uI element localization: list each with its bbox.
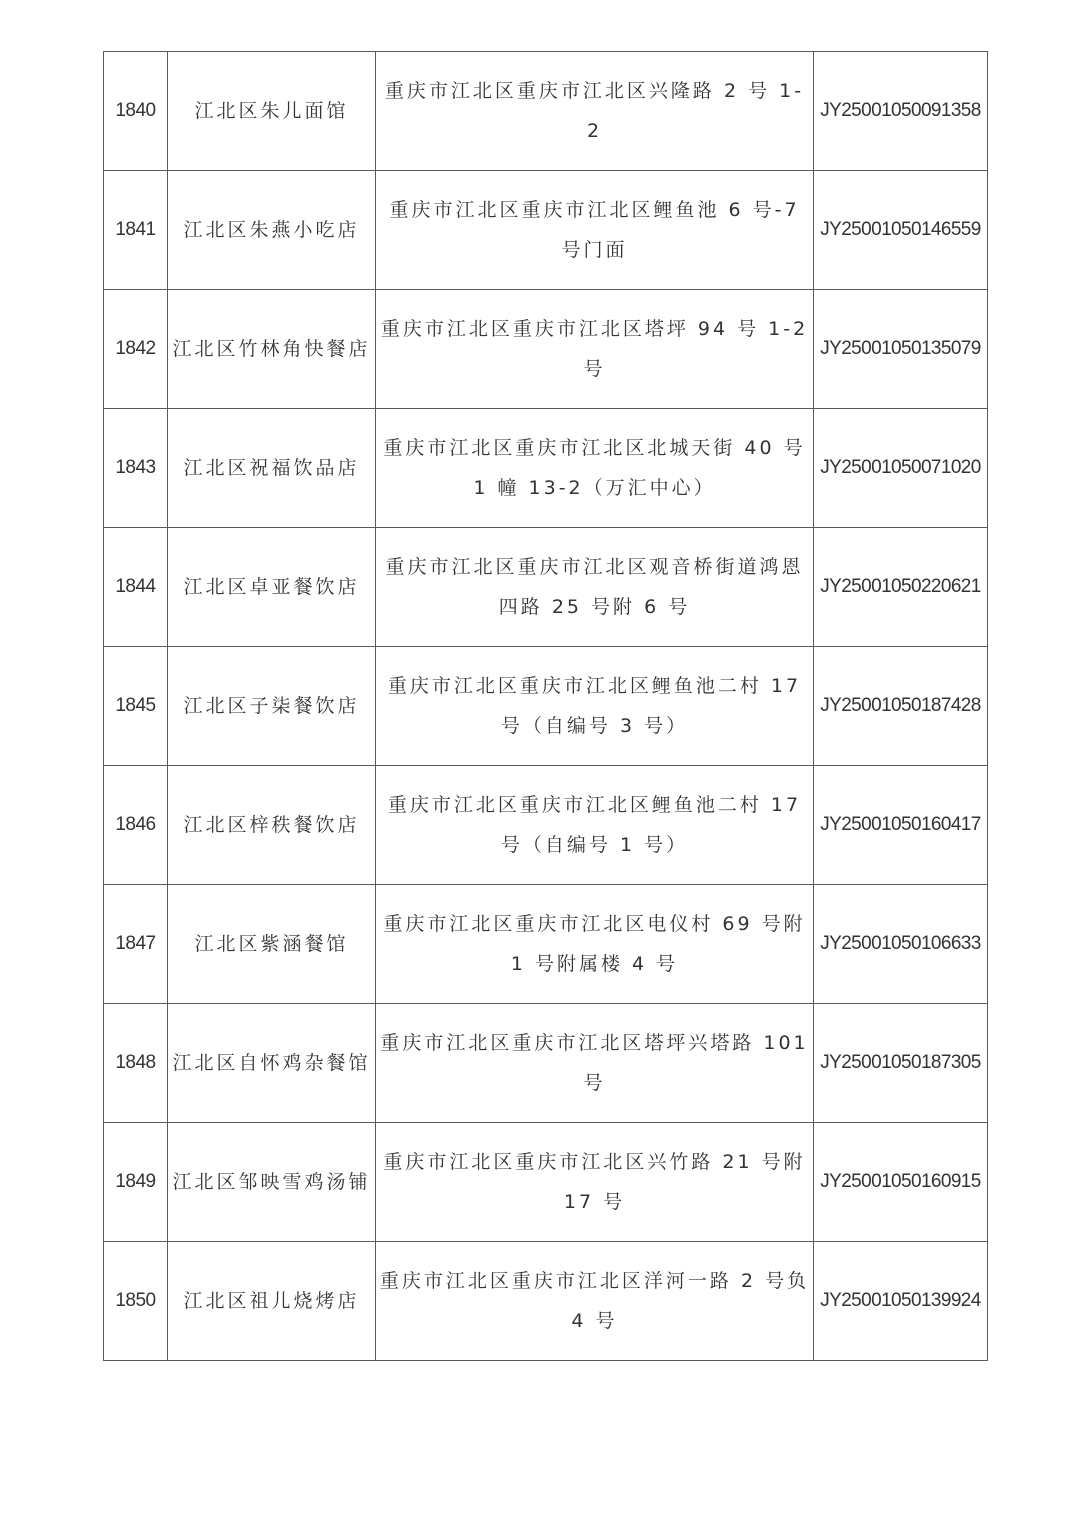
- row-number: 1847: [104, 885, 168, 1004]
- business-name: 江北区紫涵餐馆: [168, 885, 376, 1004]
- row-number: 1850: [104, 1242, 168, 1361]
- table-row: [104, 52, 988, 171]
- business-name: 江北区梓秩餐饮店: [168, 766, 376, 885]
- license-number: JY25001050160417: [814, 766, 988, 885]
- business-address: 重庆市江北区重庆市江北区鲤鱼池二村 17 号（自编号 3 号）: [376, 647, 814, 766]
- table-row: [104, 409, 988, 528]
- row-number: 1845: [104, 647, 168, 766]
- row-number: 1844: [104, 528, 168, 647]
- license-number: JY25001050106633: [814, 885, 988, 1004]
- table-row: [104, 647, 988, 766]
- table-row: [104, 1123, 988, 1242]
- license-number: JY25001050187305: [814, 1004, 988, 1123]
- row-number: 1841: [104, 171, 168, 290]
- license-number: JY25001050146559: [814, 171, 988, 290]
- license-number: JY25001050135079: [814, 290, 988, 409]
- business-address: 重庆市江北区重庆市江北区兴竹路 21 号附 17 号: [376, 1123, 814, 1242]
- business-address: 重庆市江北区重庆市江北区观音桥街道鸿恩四路 25 号附 6 号: [376, 528, 814, 647]
- license-number: JY25001050160915: [814, 1123, 988, 1242]
- license-number: JY25001050139924: [814, 1242, 988, 1361]
- table-body: [104, 52, 988, 1361]
- license-number: JY25001050071020: [814, 409, 988, 528]
- license-number: JY25001050187428: [814, 647, 988, 766]
- business-address: 重庆市江北区重庆市江北区鲤鱼池二村 17 号（自编号 1 号）: [376, 766, 814, 885]
- table-row: [104, 290, 988, 409]
- row-number: 1849: [104, 1123, 168, 1242]
- business-address: 重庆市江北区重庆市江北区兴隆路 2 号 1-2: [376, 52, 814, 171]
- business-name: 江北区卓亚餐饮店: [168, 528, 376, 647]
- row-number: 1846: [104, 766, 168, 885]
- business-address: 重庆市江北区重庆市江北区北城天街 40 号 1 幢 13-2（万汇中心）: [376, 409, 814, 528]
- business-name: 江北区朱儿面馆: [168, 52, 376, 171]
- business-name: 江北区子柒餐饮店: [168, 647, 376, 766]
- table-row: [104, 171, 988, 290]
- table-row: [104, 1004, 988, 1123]
- business-address: 重庆市江北区重庆市江北区洋河一路 2 号负 4 号: [376, 1242, 814, 1361]
- table-row: [104, 766, 988, 885]
- table-row: [104, 885, 988, 1004]
- table-row: [104, 528, 988, 647]
- business-address: 重庆市江北区重庆市江北区电仪村 69 号附 1 号附属楼 4 号: [376, 885, 814, 1004]
- row-number: 1848: [104, 1004, 168, 1123]
- business-address: 重庆市江北区重庆市江北区塔坪 94 号 1-2 号: [376, 290, 814, 409]
- row-number: 1840: [104, 52, 168, 171]
- business-address: 重庆市江北区重庆市江北区鲤鱼池 6 号-7 号门面: [376, 171, 814, 290]
- business-name: 江北区竹林角快餐店: [168, 290, 376, 409]
- row-number: 1843: [104, 409, 168, 528]
- business-name: 江北区祖儿烧烤店: [168, 1242, 376, 1361]
- business-name: 江北区邹映雪鸡汤铺: [168, 1123, 376, 1242]
- business-name: 江北区自怀鸡杂餐馆: [168, 1004, 376, 1123]
- license-number: JY25001050091358: [814, 52, 988, 171]
- row-number: 1842: [104, 290, 168, 409]
- license-number: JY25001050220621: [814, 528, 988, 647]
- table-row: [104, 1242, 988, 1361]
- license-table: [103, 51, 988, 1361]
- business-address: 重庆市江北区重庆市江北区塔坪兴塔路 101 号: [376, 1004, 814, 1123]
- business-name: 江北区祝福饮品店: [168, 409, 376, 528]
- business-name: 江北区朱燕小吃店: [168, 171, 376, 290]
